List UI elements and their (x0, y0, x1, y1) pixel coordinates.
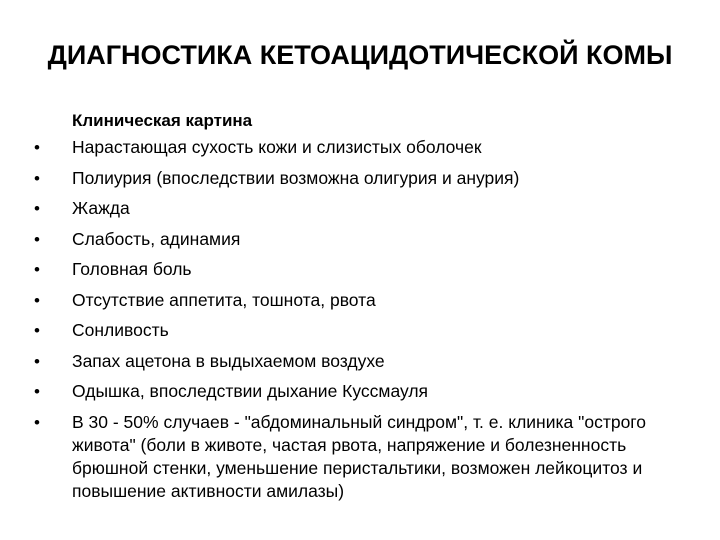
bullet-icon: • (34, 290, 40, 310)
symptom-list (34, 136, 674, 510)
list-item (34, 411, 674, 503)
list-item-text: Нарастающая сухость кожи и слизистых оболочек (72, 137, 482, 157)
bullet-icon: • (34, 229, 40, 249)
bullet-icon: • (34, 199, 40, 218)
slide-title: ДИАГНОСТИКА КЕТОАЦИДОТИЧЕСКОЙ КОМЫ (47, 40, 673, 70)
list-item-text: Отсутствие аппетита, тошнота, рвота (72, 289, 376, 310)
list-item (34, 167, 674, 190)
list-item-text: Слабость, адинамия (72, 228, 241, 249)
bullet-icon: • (34, 138, 40, 157)
bullet-icon: • (34, 260, 40, 279)
list-item-text: Запах ацетона в выдыхаемом воздухе (72, 350, 385, 371)
list-item-text: Полиурия (впоследствии возможна олигурия и анурия) (72, 167, 520, 188)
bullet-icon: • (34, 168, 40, 188)
section-subtitle: Клиническая картина (72, 111, 253, 130)
list-item-text: Головная боль (72, 259, 192, 279)
list-item (34, 380, 674, 403)
bullet-icon: • (34, 321, 40, 340)
bullet-icon: • (34, 412, 40, 432)
list-item (34, 350, 674, 373)
list-item (34, 197, 674, 220)
list-item-text: Сонливость (72, 320, 169, 340)
list-item (34, 289, 674, 312)
list-item-text: Одышка, впоследствии дыхание Куссмауля (72, 381, 429, 401)
bullet-icon: • (34, 351, 40, 371)
list-item-text: Жажда (72, 198, 130, 218)
list-item (34, 258, 674, 281)
list-item (34, 136, 674, 159)
bullet-icon: • (34, 382, 40, 401)
list-item (34, 228, 674, 251)
list-item-text: В 30 - 50% случаев - "абдоминальный синдром", т. е. клиника "острого живота" (боли в животе, частая рвота, напряжение и болезненность брюшной стенки, уменьшение перистальтики, возможен лейкоцитоз и повышение активности амилазы) (72, 411, 647, 501)
list-item (34, 319, 674, 342)
